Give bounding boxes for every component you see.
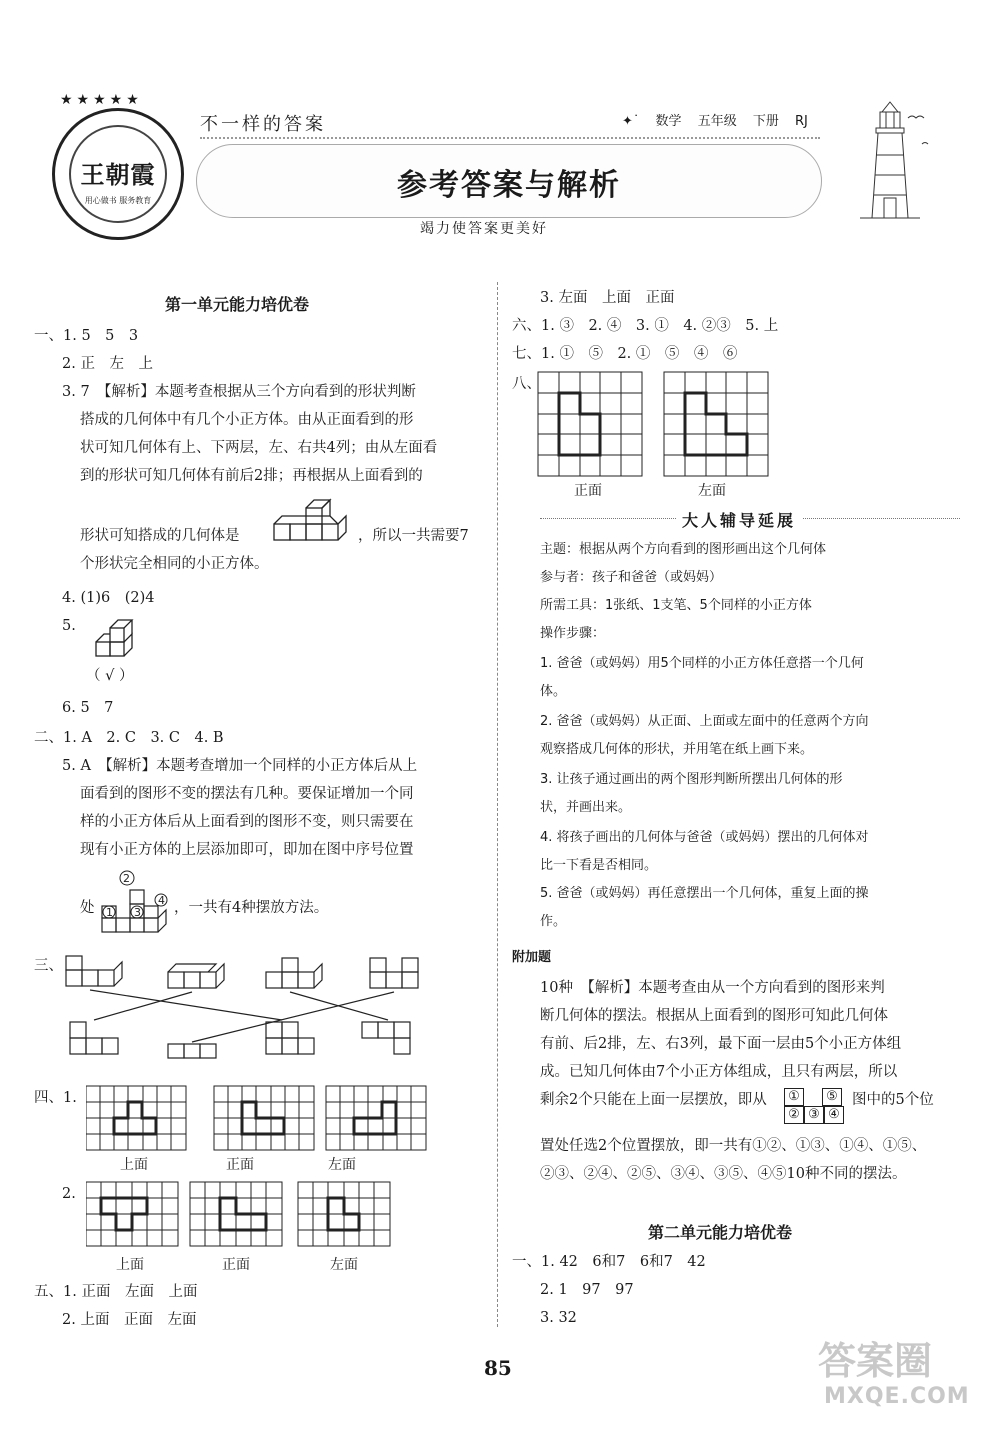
- ext-line5: 1. 爸爸（或妈妈）用5个同样的小正方体任意搭一个几何: [540, 656, 864, 671]
- ext-line2: 参与者：孩子和爸爸（或妈妈）: [540, 570, 723, 585]
- svg-text:3: 3: [134, 906, 141, 919]
- s1-line8: 个形状完全相同的小正方体。: [80, 556, 269, 572]
- s1-line2: 2. 正 左 上: [62, 356, 153, 372]
- grade: 五年级: [697, 114, 737, 129]
- unit2-title: 第二单元能力培优卷: [648, 1223, 793, 1242]
- page-number: 85: [484, 1356, 512, 1380]
- s1-line11: （ √ ）: [86, 668, 134, 684]
- logo-stars: ★★★★★: [60, 92, 143, 108]
- s1-line5: 状可知几何体有上、下两层，左、右共4列；由从左面看: [80, 440, 438, 456]
- column-divider: [497, 282, 498, 1327]
- u2-line1: 一、1. 42 6和7 6和7 42: [512, 1254, 706, 1270]
- extra-line6: 置处任选2个位置摆放，即一共有①②、①③、①④、①⑤、: [540, 1138, 927, 1154]
- s2-line6b: ，一共有4种摆放方法。: [174, 900, 329, 916]
- ext-line1: 主题：根据从两个方向看到的图形画出这个几何体: [540, 542, 827, 557]
- ext-line10: 状，并画出来。: [540, 800, 632, 815]
- extra-line4: 成。已知几何体由7个小正方体组成，且只有两层，所以: [540, 1064, 898, 1080]
- subject: 数学: [655, 114, 682, 129]
- s2-line4: 样的小正方体后从上面看到的图形不变，则只需要在: [80, 814, 414, 830]
- s2-line2: 5. A 【解析】本题考查增加一个同样的小正方体后从上: [62, 758, 418, 774]
- u2-line2: 2. 1 97 97: [540, 1282, 634, 1298]
- ext-line9: 3. 让孩子通过画出的两个图形判断所摆出几何体的形: [540, 772, 843, 787]
- r-line4: 八、: [512, 376, 541, 392]
- pos-cell: ⑤: [822, 1088, 842, 1106]
- svg-text:4: 4: [158, 894, 165, 907]
- s4-2-label: 2.: [62, 1186, 76, 1202]
- solid-figure-1: [266, 494, 356, 546]
- ext-line3: 所需工具：1张纸、1支笔、5个同样的小正方体: [540, 598, 812, 613]
- solid-figure-numbered: [98, 868, 174, 940]
- label-top-view-2: 上面: [116, 1257, 144, 1273]
- page-title: 参考答案与解析: [397, 168, 621, 203]
- r-line1: 3. 左面 上面 正面: [540, 290, 675, 306]
- svg-text:2: 2: [123, 872, 130, 885]
- s2-line3: 面看到的图形不变的摆法有几种。要保证增加一个同: [80, 786, 414, 802]
- extra-line5a: 剩余2个只能在上面一层摆放，即从: [540, 1092, 767, 1108]
- s1-line12: 6. 5 7: [62, 700, 114, 716]
- ext-line6: 体。: [540, 684, 567, 699]
- ext-line4: 操作步骤：: [540, 626, 606, 641]
- pos-cell: ③: [804, 1106, 824, 1124]
- logo-name: 王朝霞: [80, 160, 156, 189]
- tagline: 不一样的答案: [200, 114, 326, 135]
- pos-cell: [804, 1088, 822, 1104]
- extra-line5b: 图中的5个位: [852, 1092, 934, 1108]
- drawn-views: [536, 370, 776, 478]
- volume: 下册: [752, 114, 779, 129]
- s1-line4: 搭成的几何体中有几个小正方体。由从正面看到的形: [80, 412, 414, 428]
- sparkle-icon: ✦˙: [622, 114, 640, 129]
- u2-line3: 3. 32: [540, 1310, 577, 1326]
- label-front-view-3: 正面: [574, 483, 602, 499]
- s2-line5: 现有小正方体的上层添加即可，即加在图中序号位置: [80, 842, 414, 858]
- extra-line7: ②③、②④、②⑤、③④、③⑤、④⑤10种不同的摆法。: [540, 1166, 907, 1182]
- label-front-view-1: 正面: [226, 1157, 254, 1173]
- s1-line7b: ，所以一共需要7: [358, 528, 469, 544]
- svg-text:1: 1: [106, 906, 113, 919]
- ext-line14: 作。: [540, 914, 567, 929]
- solid-figure-2: [90, 614, 142, 664]
- extra-title: 附加题: [512, 950, 552, 965]
- s1-line1: 一、1. 5 5 3: [34, 328, 139, 344]
- s5-line1: 五、1. 正面 左面 上面: [34, 1284, 198, 1300]
- s4-1-label: 四、1.: [34, 1090, 77, 1106]
- lighthouse-icon: [840, 100, 940, 225]
- ext-line8: 观察搭成几何体的形状，并用笔在纸上画下来。: [540, 742, 814, 757]
- unit1-title: 第一单元能力培优卷: [165, 295, 310, 314]
- subject-info: [622, 110, 820, 129]
- label-left-view-2: 左面: [330, 1257, 358, 1273]
- s1-line7a: 形状可知搭成的几何体是: [80, 528, 240, 544]
- s1-line6: 到的形状可知几何体有前后2排；再根据从上面看到的: [80, 468, 423, 484]
- label-left-view-1: 左面: [328, 1157, 356, 1173]
- s2-line6a: 处: [80, 900, 95, 916]
- grids-set-2: [86, 1180, 486, 1252]
- label-front-view-2: 正面: [222, 1257, 250, 1273]
- extra-line3: 有前、后2排，左、右3列，最下面一层由5个小正方体组: [540, 1036, 902, 1052]
- position-grid: [784, 1088, 844, 1124]
- s5-line2: 2. 上面 正面 左面: [62, 1312, 197, 1328]
- extra-line2: 断几何体的摆法。根据从上面看到的图形可知此几何体: [540, 1008, 888, 1024]
- pos-cell: ①: [784, 1088, 804, 1106]
- s2-line1: 二、1. A 2. C 3. C 4. B: [34, 730, 224, 746]
- publisher-logo: [52, 108, 184, 240]
- matching-diagram: [58, 950, 498, 1070]
- ext-line12: 比一下看是否相同。: [540, 858, 658, 873]
- ext-line13: 5. 爸爸（或妈妈）再任意摆出一个几何体，重复上面的操: [540, 886, 869, 901]
- s3-label: 三、: [34, 958, 63, 974]
- edition: RJ: [795, 114, 808, 129]
- r-line2: 六、1. ③ 2. ④ 3. ① 4. ②③ 5. 上: [512, 318, 779, 334]
- ext-line11: 4. 将孩子画出的几何体与爸爸（或妈妈）摆出的几何体对: [540, 830, 869, 845]
- watermark-url: MXQE.COM: [824, 1384, 970, 1409]
- s1-line9: 4. (1)6 (2)4: [62, 590, 155, 606]
- s1-line3: 3. 7 【解析】本题考查根据从三个方向看到的形状判断: [62, 384, 416, 400]
- s1-line10: 5.: [62, 618, 76, 634]
- watermark-logo: 答案圈: [818, 1339, 933, 1383]
- logo-slogan: 用心做书 服务教育: [84, 196, 152, 205]
- r-line3: 七、1. ① ⑤ 2. ① ⑤ ④ ⑥: [512, 346, 738, 362]
- label-top-view-1: 上面: [120, 1157, 148, 1173]
- extra-line1: 10种 【解析】本题考查由从一个方向看到的图形来判: [540, 980, 885, 996]
- ext-line7: 2. 爸爸（或妈妈）从正面、上面或左面中的任意两个方向: [540, 714, 869, 729]
- pos-cell: ②: [784, 1106, 804, 1124]
- motto: 竭力使答案更美好: [420, 221, 548, 237]
- pos-cell: ④: [824, 1106, 844, 1124]
- extension-title: 大人辅导延展: [676, 508, 802, 531]
- header-divider: [200, 137, 820, 139]
- label-left-view-3: 左面: [698, 483, 726, 499]
